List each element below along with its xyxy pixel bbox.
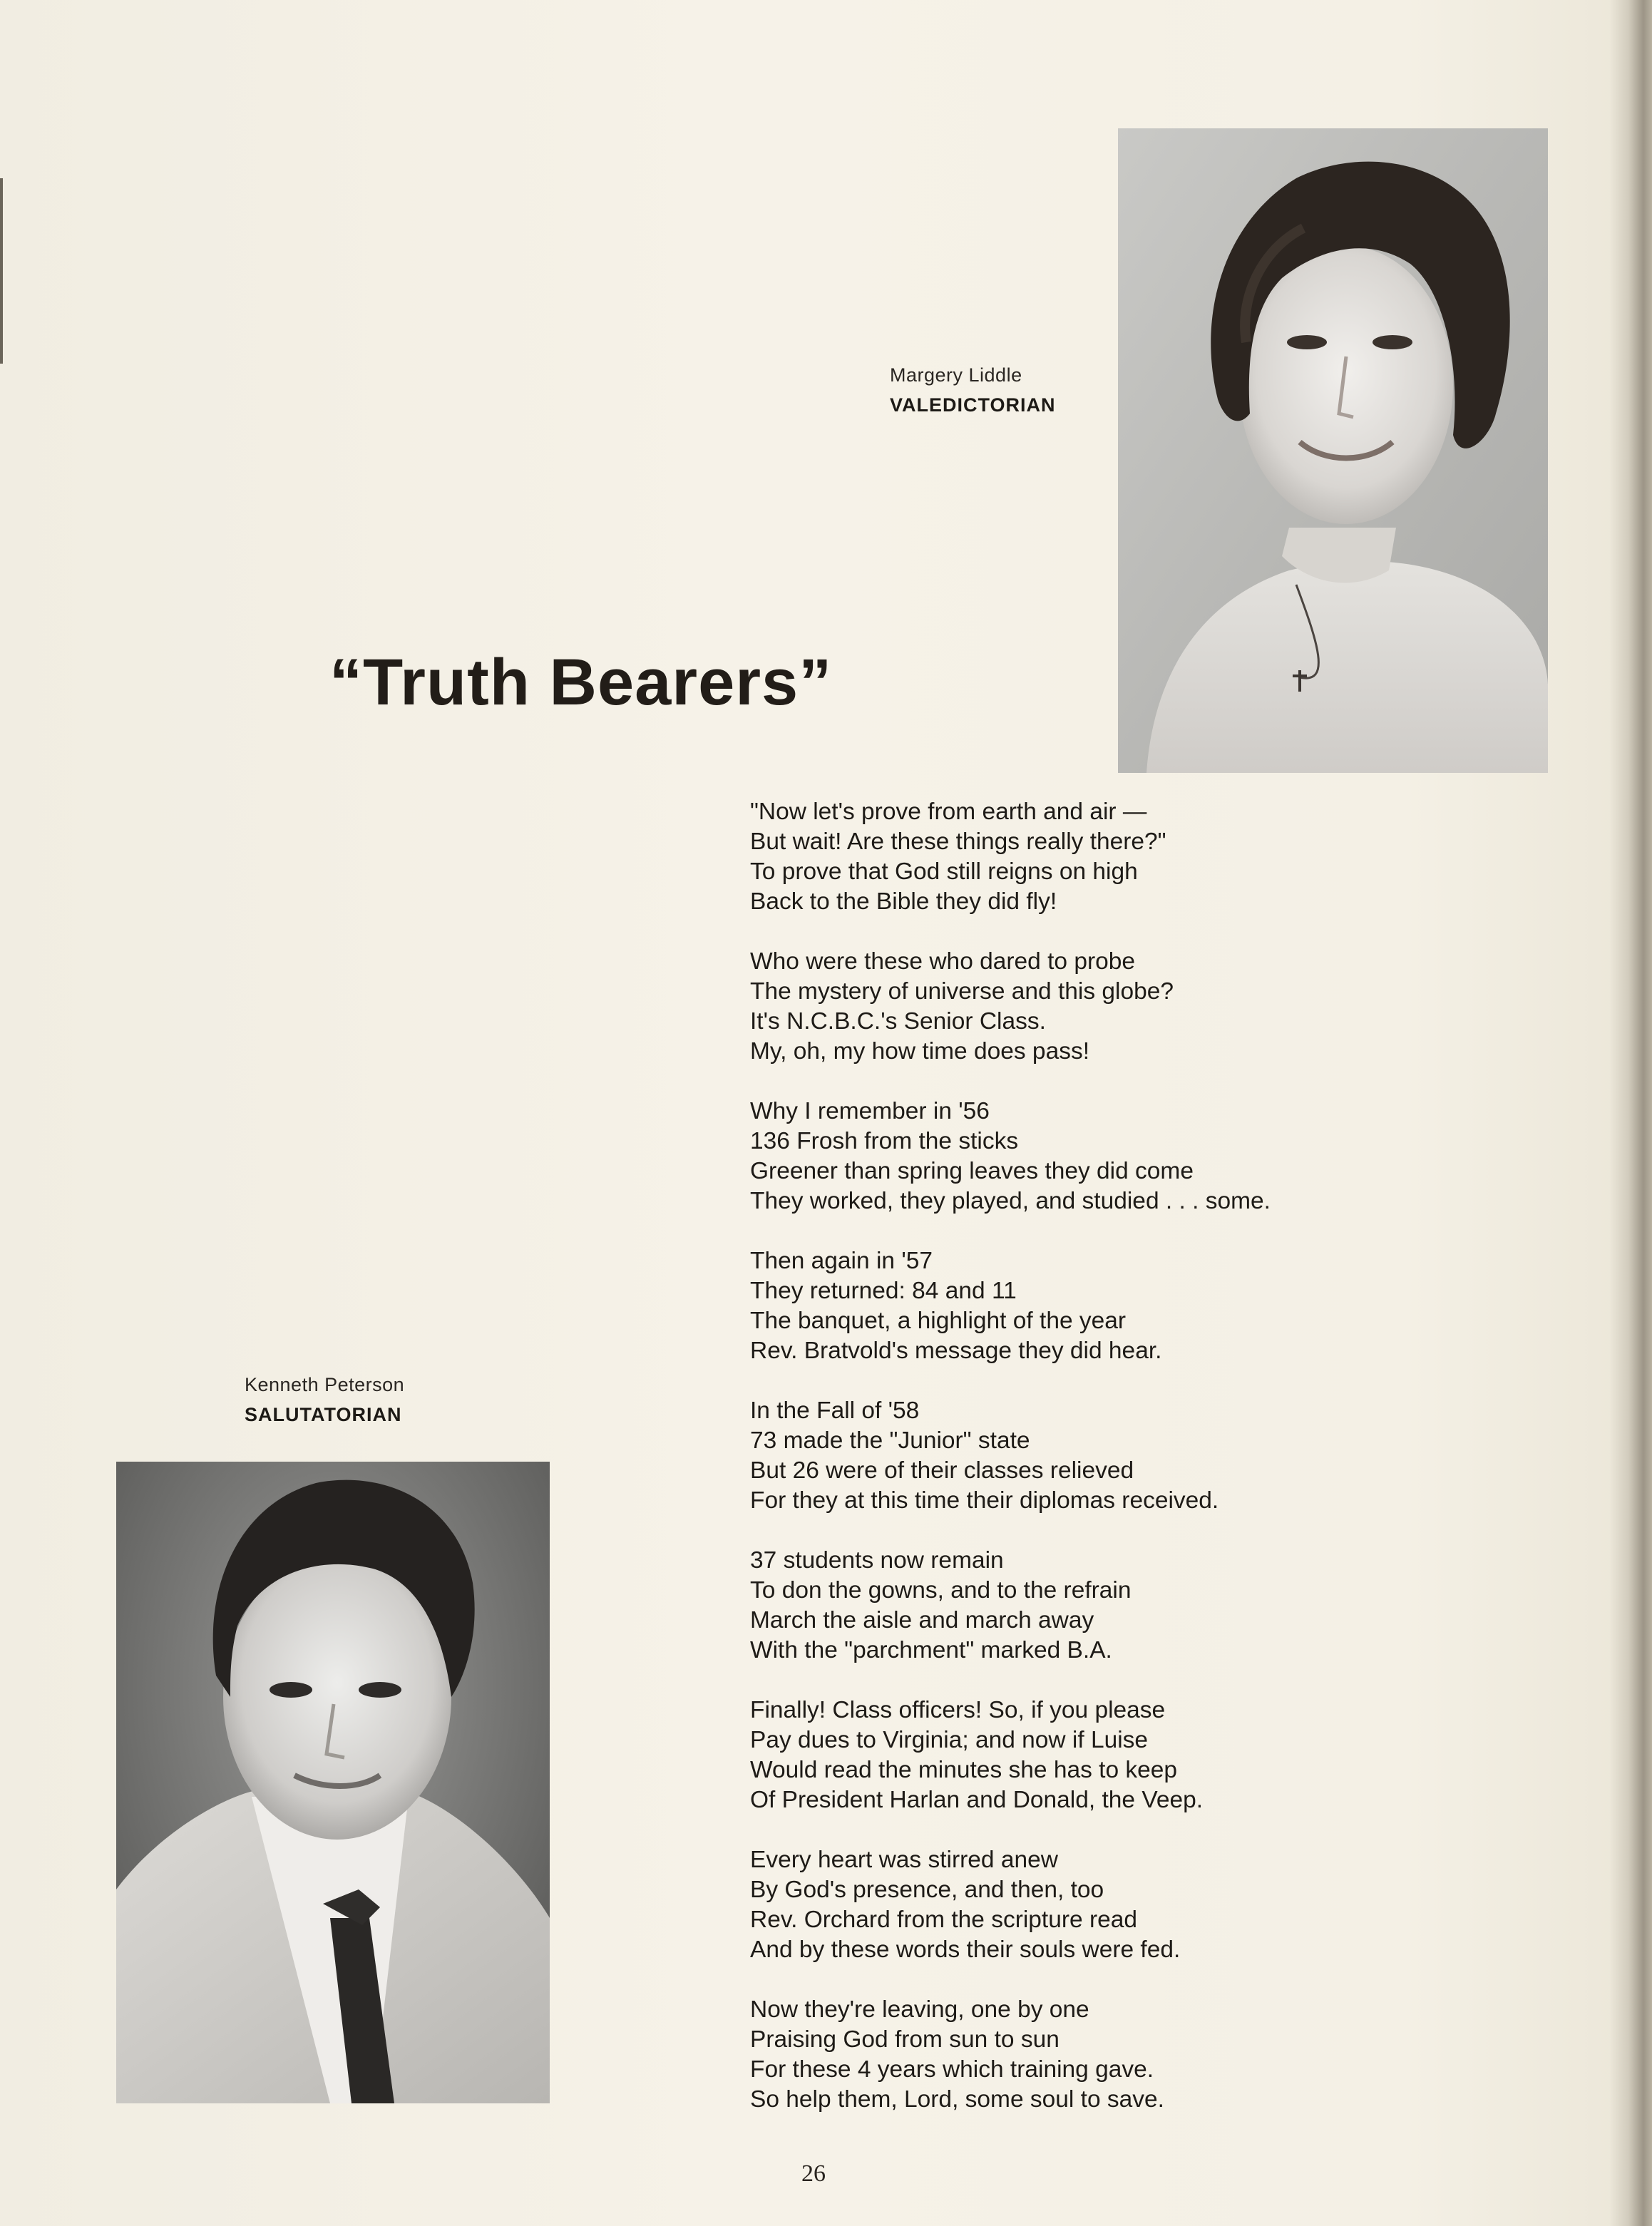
poem-line: But wait! Are these things really there?" — [750, 829, 1166, 855]
salutatorian-name: Kenneth Peterson — [245, 1374, 405, 1395]
poem-line: So help them, Lord, some soul to save. — [750, 2086, 1164, 2113]
poem-line: With the "parchment" marked B.A. — [750, 1637, 1112, 1663]
poem-line: They returned: 84 and 11 — [750, 1278, 1017, 1304]
poem-line: They worked, they played, and studied . . . some. — [750, 1188, 1271, 1214]
poem-line: My, oh, my how time does pass! — [750, 1038, 1090, 1065]
poem-line: The banquet, a highlight of the year — [750, 1308, 1127, 1334]
poem-line: "Now let's prove from earth and air — — [750, 799, 1147, 825]
salutatorian-caption — [245, 1373, 404, 1427]
poem-line: Would read the minutes she has to keep — [750, 1757, 1178, 1783]
poem-stanza — [750, 1546, 1363, 1666]
poem-line: To don the gowns, and to the refrain — [750, 1577, 1132, 1604]
poem-line: Of President Harlan and Donald, the Veep. — [750, 1787, 1204, 1813]
poem-line: But 26 were of their classes relieved — [750, 1457, 1134, 1484]
binding-shadow — [1609, 0, 1652, 2226]
poem-stanza — [750, 1246, 1363, 1366]
page-edge-mark — [0, 178, 3, 364]
poem-line: For they at this time their diplomas received. — [750, 1487, 1219, 1514]
valedictorian-caption — [890, 364, 1056, 418]
poem-line: To prove that God still reigns on high — [750, 858, 1138, 885]
poem-stanza — [750, 1097, 1363, 1216]
poem-line: Why I remember in '56 — [750, 1098, 990, 1124]
poem-stanza — [750, 1396, 1363, 1516]
poem-line: Finally! Class officers! So, if you please — [750, 1697, 1166, 1723]
poem-line: Every heart was stirred anew — [750, 1847, 1058, 1873]
page-number: 26 — [801, 2160, 826, 2187]
poem-line: In the Fall of '58 — [750, 1397, 920, 1424]
poem-line: Rev. Orchard from the scripture read — [750, 1907, 1138, 1933]
salutatorian-title: SALUTATORIAN — [245, 1403, 402, 1425]
poem-line: March the aisle and march away — [750, 1607, 1094, 1633]
poem-line: 136 Frosh from the sticks — [750, 1128, 1019, 1154]
poem-line: Pay dues to Virginia; and now if Luise — [750, 1727, 1149, 1753]
poem-line: Who were these who dared to probe — [750, 948, 1136, 975]
valedictorian-name: Margery Liddle — [890, 364, 1022, 386]
poem-line: And by these words their souls were fed. — [750, 1937, 1181, 1963]
poem-stanza — [750, 1995, 1363, 2115]
poem-stanza — [750, 947, 1363, 1067]
poem-line: It's N.C.B.C.'s Senior Class. — [750, 1008, 1046, 1035]
poem-line: Greener than spring leaves they did come — [750, 1158, 1194, 1184]
poem-line: Back to the Bible they did fly! — [750, 888, 1057, 915]
poem — [750, 797, 1363, 2145]
poem-line: The mystery of universe and this globe? — [750, 978, 1174, 1005]
valedictorian-title: VALEDICTORIAN — [890, 394, 1056, 416]
poem-line: For these 4 years which training gave. — [750, 2056, 1154, 2083]
valedictorian-portrait — [1118, 128, 1548, 773]
poem-stanza — [750, 797, 1363, 917]
poem-stanza — [750, 1845, 1363, 1965]
poem-line: 37 students now remain — [750, 1547, 1004, 1574]
poem-line: 73 made the "Junior" state — [750, 1427, 1030, 1454]
page-title: “Truth Bearers” — [329, 646, 833, 719]
poem-line: Then again in '57 — [750, 1248, 933, 1274]
poem-line: By God's presence, and then, too — [750, 1877, 1104, 1903]
salutatorian-portrait — [116, 1462, 550, 2103]
poem-line: Rev. Bratvold's message they did hear. — [750, 1338, 1162, 1364]
poem-line: Now they're leaving, one by one — [750, 1996, 1089, 2023]
poem-line: Praising God from sun to sun — [750, 2026, 1060, 2053]
poem-stanza — [750, 1696, 1363, 1815]
